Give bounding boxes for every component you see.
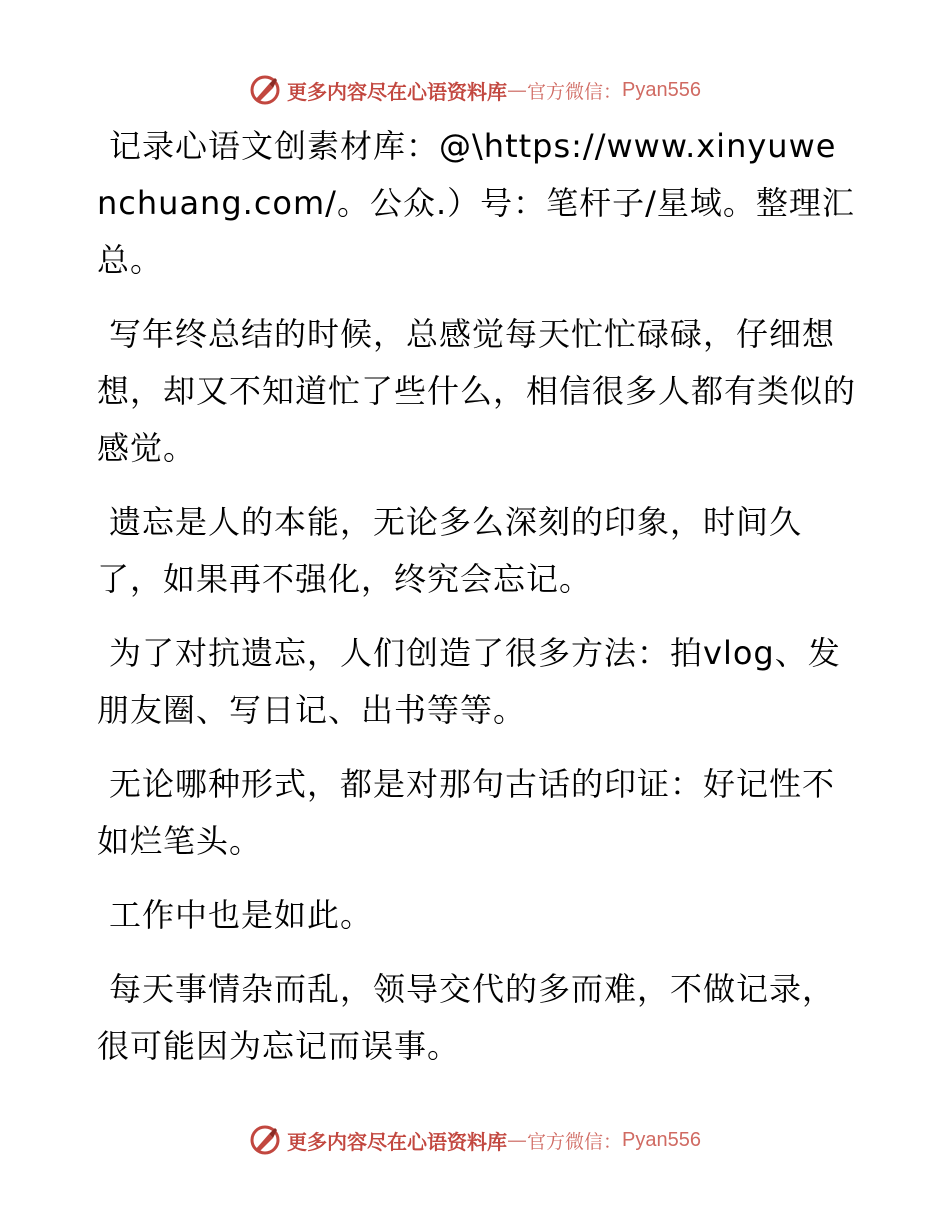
pen-nib-logo-icon: [249, 74, 281, 106]
document-body: [97, 118, 857, 1092]
paragraph: 为了对抗遗忘，人们创造了很多方法：拍vlog、发朋友圈、写日记、出书等等。: [97, 634, 841, 729]
header-banner: [0, 70, 950, 110]
footer-banner: [0, 1120, 950, 1160]
banner-wechat-id: Pyan556: [622, 1128, 701, 1151]
paragraph: 工作中也是如此。: [109, 896, 374, 934]
paragraph: 写年终总结的时候，总感觉每天忙忙碌碌，仔细想想，却又不知道忙了些什么，相信很多人都有类似的感觉。: [97, 315, 857, 467]
paragraph: 遗忘是人的本能，无论多么深刻的印象，时间久了，如果再不强化，终究会忘记。: [97, 503, 803, 598]
paragraph: 记录心语文创素材库：@\https://www.xinyuwenchuang.com/。公众.）号：笔杆子/星域。整理汇总。: [97, 127, 855, 279]
paragraph: 每天事情杂而乱，领导交代的多而难，不做记录，很可能因为忘记而误事。: [97, 970, 836, 1065]
banner-main-text: 更多内容尽在心语资料库: [287, 1129, 507, 1154]
banner-dash: —: [507, 1128, 527, 1152]
banner-wechat-id: Pyan556: [622, 78, 701, 101]
banner-main-text: 更多内容尽在心语资料库: [287, 79, 507, 104]
paragraph: 无论哪种形式，都是对那句古话的印证：好记性不如烂笔头。: [97, 765, 836, 860]
banner-wechat-label: 官方微信：: [527, 1130, 623, 1153]
banner-dash: —: [507, 78, 527, 102]
pen-nib-logo-icon: [249, 1124, 281, 1156]
banner-wechat-label: 官方微信：: [527, 80, 623, 103]
